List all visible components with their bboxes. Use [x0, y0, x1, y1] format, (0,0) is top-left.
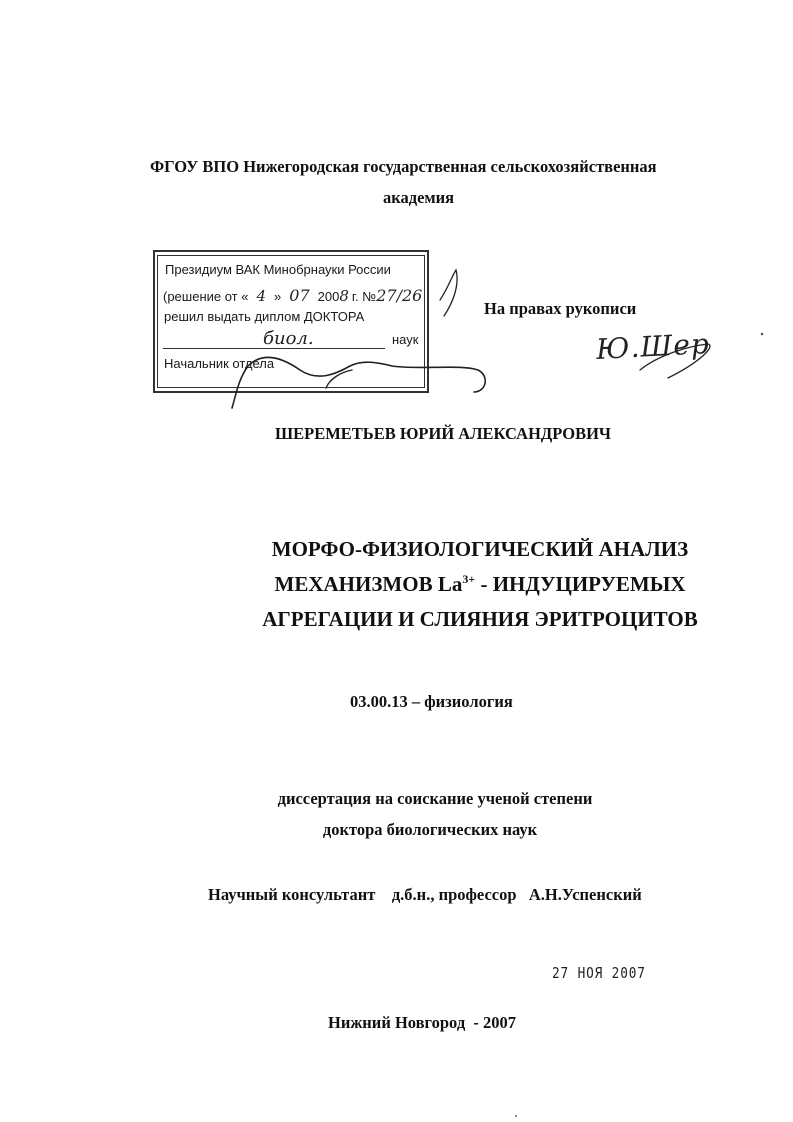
stamp-number-label: г. № [351, 289, 377, 304]
scan-speck [761, 333, 763, 335]
stamp-number-loop [440, 270, 457, 316]
manuscript-rights-note: На правах рукописи [484, 299, 637, 318]
city-and-year: Нижний Новгород - 2007 [328, 1013, 517, 1032]
receipt-date-stamp: 27 НОЯ 2007 [552, 964, 646, 982]
stamp-diploma-line: решил выдать диплом ДОКТОРА [164, 309, 365, 324]
stamp-day-handwritten: 4 [256, 287, 267, 305]
author-signature-handwritten: Ю.Шер [595, 327, 711, 366]
stamp-month-handwritten: 07 [289, 286, 310, 305]
stamp-number-handwritten: 27 [376, 286, 397, 305]
author-signature-flourish [640, 344, 710, 378]
stamp-head-of-department: Начальник отдела [164, 356, 275, 371]
title-induced: - ИНДУЦИРУЕМЫХ [475, 572, 686, 596]
dissertation-title-line-3: АГРЕГАЦИИ И СЛИЯНИЯ ЭРИТРОЦИТОВ [262, 607, 698, 631]
stamp-year-prefix: 200 [317, 289, 340, 304]
stamp-decision-prefix: (решение от « [163, 289, 249, 304]
title-ion-charge: 3+ [462, 572, 476, 586]
department-head-signature [232, 357, 485, 408]
stamp-number-suffix-handwritten: /26 [396, 286, 423, 305]
degree-line-2: доктора биологических наук [322, 820, 538, 839]
stamp-presidium-line: Президиум ВАК Минобрнауки России [165, 262, 391, 277]
stamp-decision-mid: » [274, 289, 282, 304]
scientific-advisor: Научный консультант д.б.н., профессор А.Н.Успенский [208, 885, 642, 904]
author-name: ШЕРЕМЕТЬЕВ ЮРИЙ АЛЕКСАНДРОВИЧ [275, 424, 612, 443]
dissertation-title-line-1: МОРФО-ФИЗИОЛОГИЧЕСКИЙ АНАЛИЗ [271, 537, 689, 561]
stamp-science-suffix: наук [392, 332, 419, 347]
stamp-year-handwritten: 8 [339, 287, 349, 305]
department-head-signature-hook [326, 370, 352, 388]
scan-speck [515, 1115, 517, 1117]
specialty-code: 03.00.13 – физиология [350, 692, 513, 711]
institution-name: ФГОУ ВПО Нижегородская государственная сельскохозяйственная [150, 157, 657, 176]
institution-name-continued: академия [383, 188, 455, 207]
stamp-field-handwritten: биол. [263, 328, 314, 349]
title-mechanisms: МЕХАНИЗМОВ La [274, 572, 463, 596]
degree-line-1: диссертация на соискание ученой степени [277, 789, 593, 808]
